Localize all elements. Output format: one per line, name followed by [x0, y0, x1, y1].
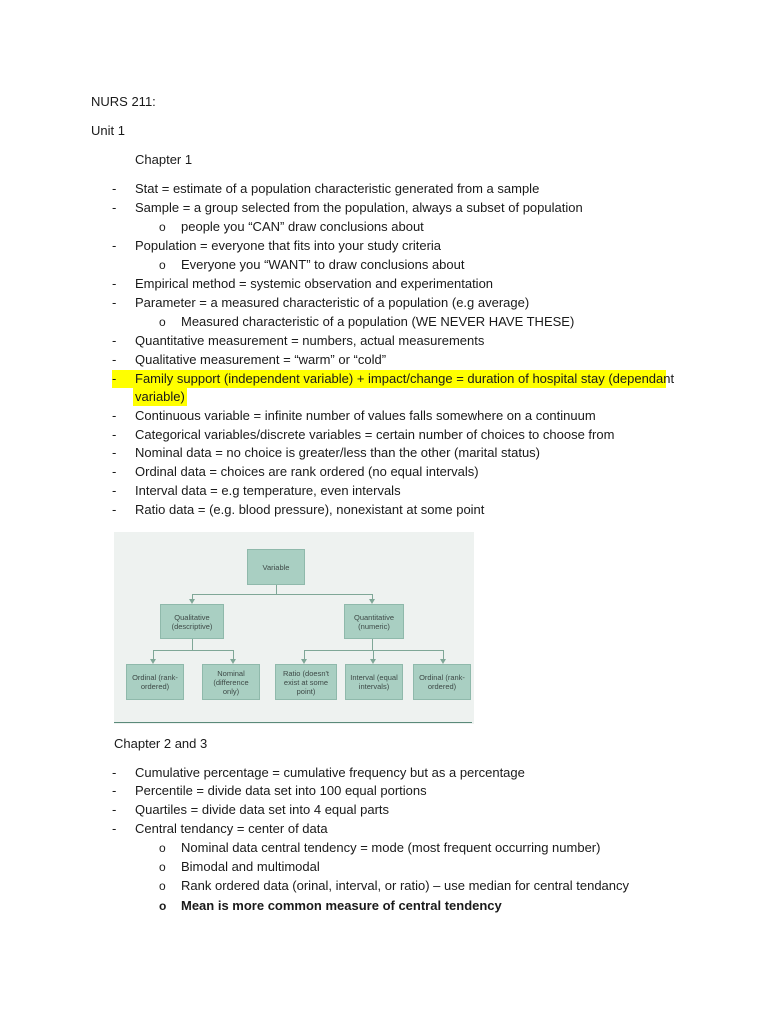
node-ratio: Ratio (doesn't exist at some point) [275, 664, 337, 700]
document-page: NURS 211: Unit 1 Chapter 1 - Stat = estimate of a population characteristic generated from a sample - Sample = a group selected from the population, always a subset of population o people you “CAN” draw conclusions about - Population = everyone that fits into your study criteria o Everyone you “WANT” to draw conclusions about - Empirical method = systemic observation and experimentation - Parameter = a measured characteristic of a population (e.g average) o Measured characteristic of a population (WE NEVER HAVE THESE) - Quantitative measurement = numbers, actual measurements - Qualitative measurement = “warm” or “cold” - Family support (independent variable) + impact/change = duration of hospital stay (dependant variable) - Continuous variable = infinite number of values falls somewhere on a continuum - Categorical variables/discrete variables = certain number of choices to choose from - Nominal data = no choice is greater/less than the other (marital status) - Ordinal data = choices are rank ordered (no equal intervals) - Interval data = e.g temperature, even intervals - Ratio data = (e.g. blood pressure), nonexistant at some point Variable Qualitative (descriptive) Quantitative (numeric) Ordinal (rank-ordered) Nominal (difference only) Ratio (doesn't exist at some point) Interval (equal intervals) Ordinal (rank-ordered) Chapter 2 and 3 - Cumulative percentage = cumulative frequency but as a percentage - Percentile = divide data set into 100 equal portions - Quartiles = divide data set into 4 equal parts - Central tendancy = center of data o Nominal data central tendency = mode (most frequent occurring number) o Bimodal and multimodal o Rank ordered data (orinal, interval, or ratio) – use median for central tendancy o Mean is more common measure of central tendency [91, 94, 675, 913]
connector [192, 639, 193, 650]
node-ordinal-right: Ordinal (rank-ordered) [413, 664, 471, 700]
connector [192, 594, 372, 595]
node-ordinal-left: Ordinal (rank-ordered) [126, 664, 184, 700]
diagram-divider [114, 722, 472, 723]
node-qualitative: Qualitative (descriptive) [160, 604, 224, 639]
chapter1-heading: Chapter 1 [135, 152, 193, 167]
node-quantitative: Quantitative (numeric) [344, 604, 404, 639]
variable-types-diagram [114, 532, 474, 724]
node-nominal: Nominal (difference only) [202, 664, 260, 700]
course-title: NURS 211: [91, 94, 156, 109]
connector [372, 639, 373, 650]
connector [276, 585, 277, 594]
connector [153, 650, 233, 651]
node-variable: Variable [247, 549, 305, 585]
node-interval: Interval (equal intervals) [345, 664, 403, 700]
chapter23-heading: Chapter 2 and 3 [114, 736, 208, 751]
unit-title: Unit 1 [91, 123, 125, 138]
